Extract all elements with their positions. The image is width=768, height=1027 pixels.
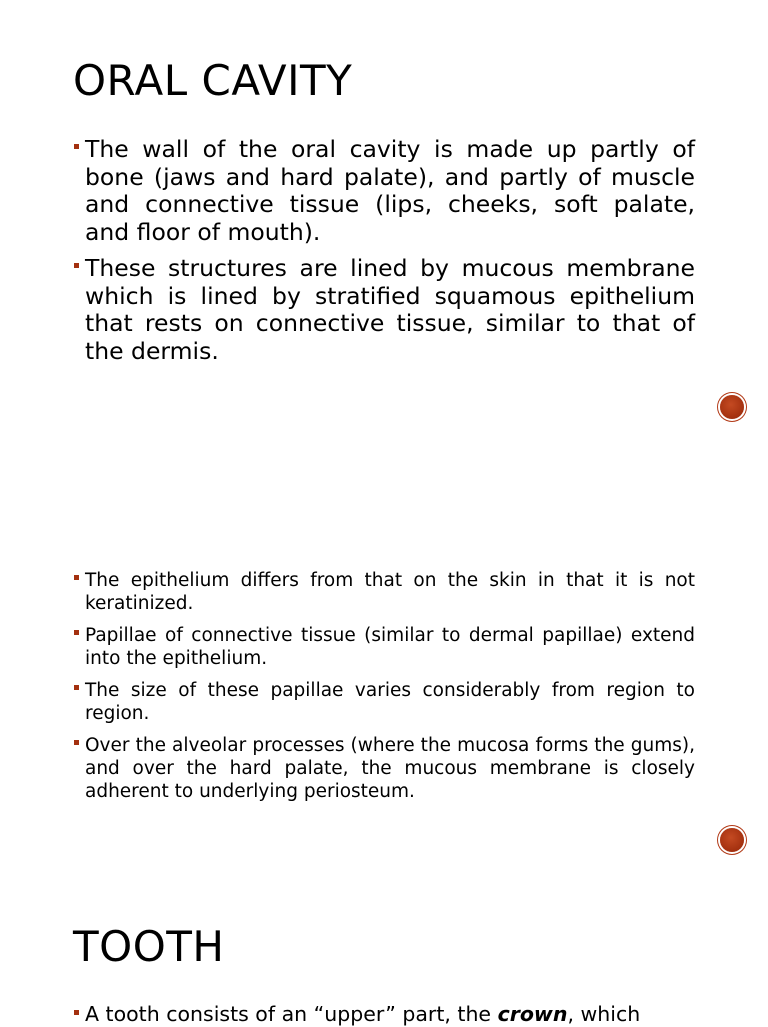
bullet-item	[85, 1001, 695, 1027]
bullet-item	[85, 255, 695, 365]
bullet-text: Papillae of connective tissue (similar to dermal papillae) extend into the epithelium.	[85, 625, 695, 669]
bullet-marker-icon	[74, 575, 79, 580]
bullet-marker-icon	[74, 685, 79, 690]
bullet-item	[85, 679, 695, 725]
bullet-text: These structures are lined by mucous membrane which is lined by stratified squamous epithelium that rests on connective tissue, similar to that of the dermis.	[85, 254, 695, 365]
bullet-text: Over the alveolar processes (where the mucosa forms the gums), and over the hard palate, the mucous membrane is closely adherent to underlying periosteum.	[85, 735, 695, 802]
bullet-text: The epithelium differs from that on the skin in that it is not keratinized.	[85, 570, 695, 614]
bullet-text: The wall of the oral cavity is made up partly of bone (jaws and hard palate), and partly of muscle and connective tissue (lips, cheeks, soft palate, and floor of mouth).	[85, 135, 695, 246]
bullet-item	[85, 136, 695, 246]
slide-title-oral-cavity: ORAL CAVITY	[73, 56, 353, 105]
bullet-marker-icon	[74, 144, 79, 149]
bullet-text-after: , which	[567, 1002, 641, 1026]
bullet-item	[85, 734, 695, 803]
bullet-marker-icon	[74, 740, 79, 745]
bullet-item	[85, 569, 695, 615]
bullet-text: The size of these papillae varies considerably from region to region.	[85, 680, 695, 724]
bullet-marker-icon	[74, 1010, 79, 1015]
oral-cavity-bullet-list	[85, 136, 695, 374]
bullet-marker-icon	[74, 630, 79, 635]
slide-title-tooth: TOOTH	[73, 922, 225, 971]
bullet-item	[85, 624, 695, 670]
bullet-term-crown: crown	[497, 1002, 568, 1026]
epithelium-bullet-list	[85, 569, 695, 812]
tooth-bullet-list	[85, 1001, 695, 1027]
bullet-marker-icon	[74, 263, 79, 268]
slide-navigation-dot-icon[interactable]	[720, 828, 744, 852]
slide-navigation-dot-icon[interactable]	[720, 395, 744, 419]
bullet-text-before: A tooth consists of an “upper” part, the	[85, 1002, 498, 1026]
